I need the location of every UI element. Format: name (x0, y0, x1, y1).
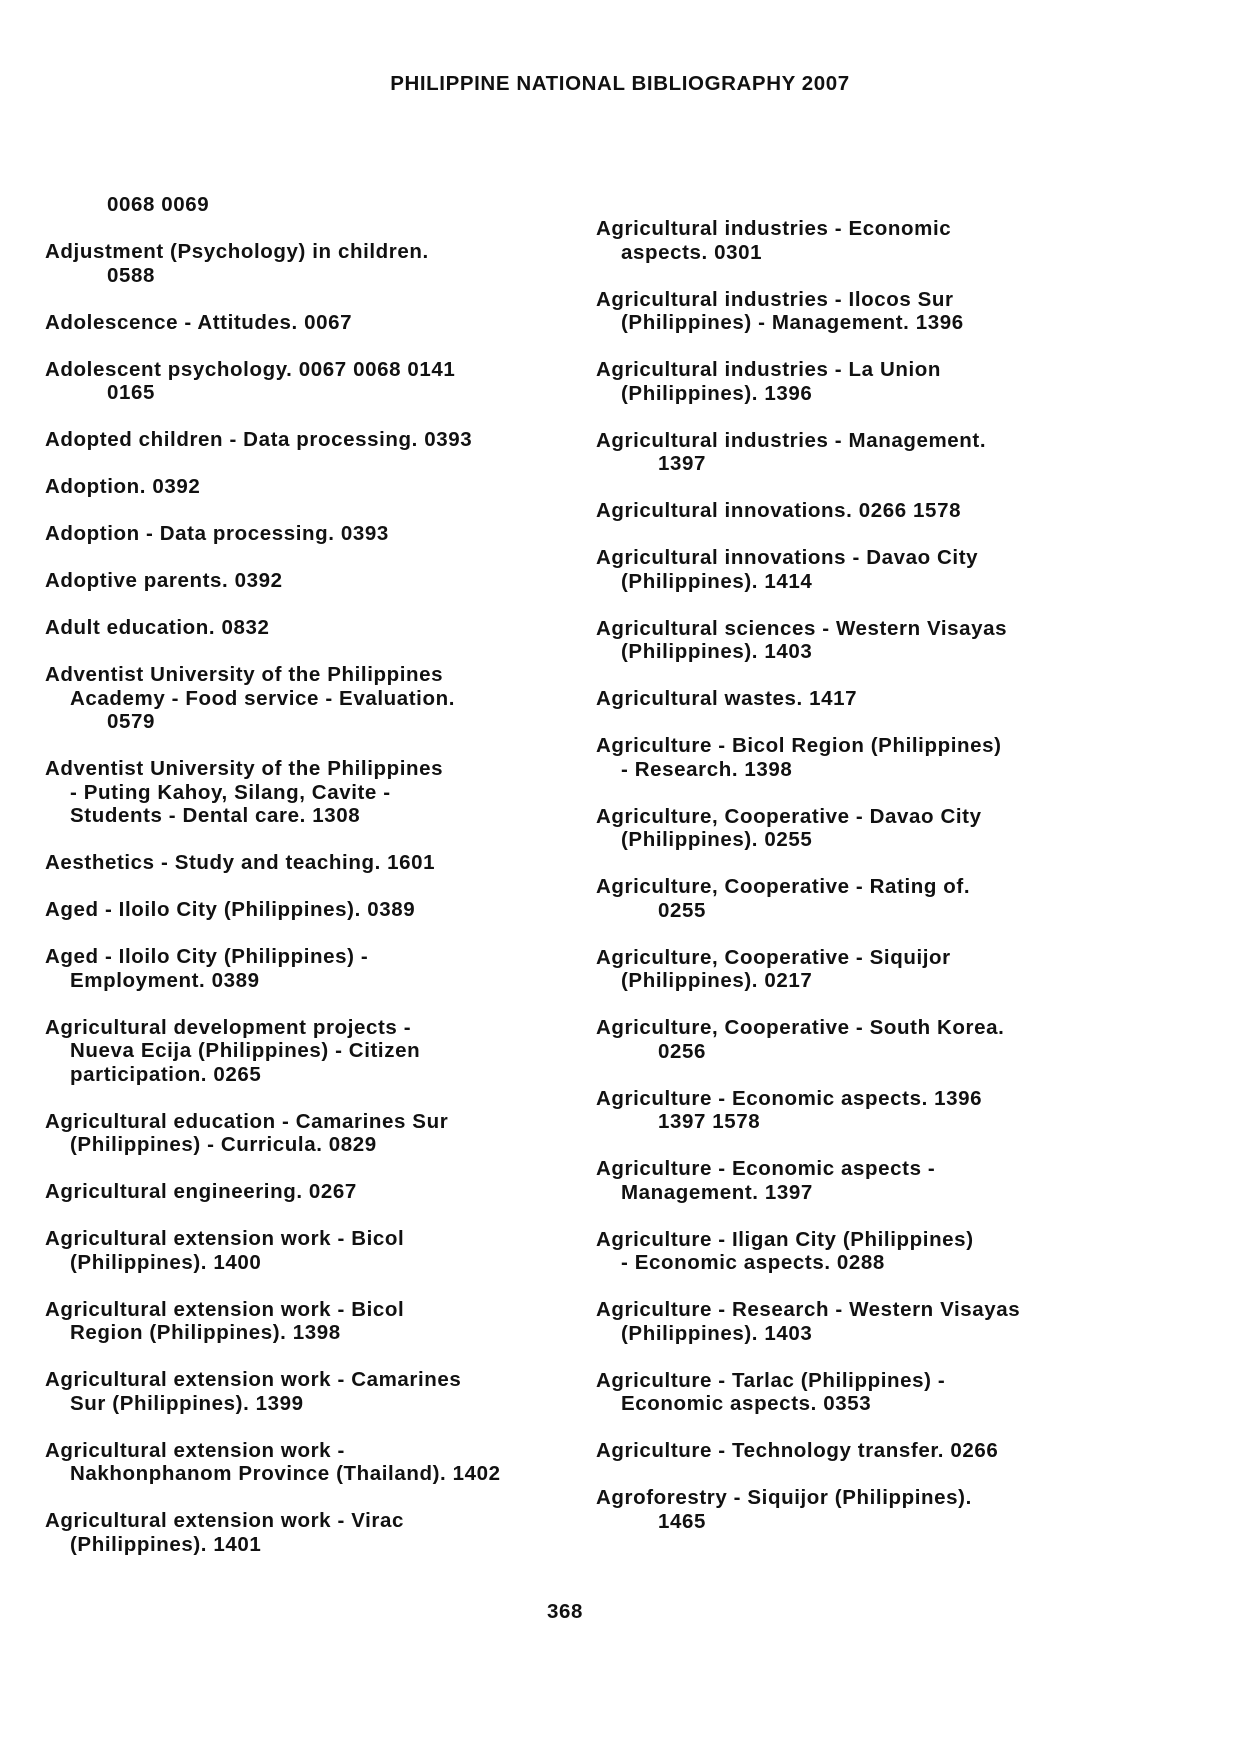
index-entry-line: Management. 1397 (621, 1180, 813, 1204)
index-entry-line: Adult education. 0832 (45, 616, 270, 639)
index-entry (596, 734, 1116, 781)
index-entry-line: Adolescence - Attitudes. 0067 (45, 310, 353, 334)
index-entry-line: Agricultural wastes. 1417 (596, 687, 858, 710)
index-entry-line: Agriculture, Cooperative - South Korea. (596, 1016, 1005, 1039)
index-entry (596, 1298, 1116, 1345)
index-entry-line: Agricultural extension work - Camarines (45, 1368, 462, 1391)
index-entry (596, 617, 1116, 664)
index-entry-line: 1397 (658, 452, 707, 475)
index-entry-line: 0579 (107, 710, 156, 733)
index-entry-line: Aesthetics - Study and teaching. 1601 (45, 851, 436, 874)
index-entry-line: (Philippines). 0255 (621, 828, 813, 851)
index-entry-line: Agricultural industries - Economic (596, 217, 952, 240)
index-entry-line: Adopted children - Data processing. 0393 (45, 428, 473, 451)
index-entry (45, 851, 565, 875)
index-entry (596, 875, 1116, 922)
index-entry-line: Adoptive parents. 0392 (45, 569, 283, 592)
index-entry (45, 616, 565, 640)
index-entry-line: participation. 0265 (70, 1062, 262, 1086)
index-entry-line: Agriculture - Technology transfer. 0266 (596, 1439, 999, 1462)
index-entry (596, 1439, 1116, 1463)
index-entry-line: 0256 (658, 1039, 707, 1063)
index-entry-line: Agricultural education - Camarines Sur (45, 1109, 449, 1133)
index-entry (596, 217, 1116, 264)
index-entry (596, 358, 1116, 405)
index-entry-line: Agriculture - Economic aspects. 1396 (596, 1086, 983, 1110)
index-entry-line: Agriculture - Research - Western Visayas (596, 1298, 1021, 1321)
index-entry-line: Adventist University of the Philippines (45, 663, 444, 686)
index-entry-line: Region (Philippines). 1398 (70, 1321, 341, 1344)
index-entry-line: Sur (Philippines). 1399 (70, 1391, 304, 1415)
index-entry-line: Employment. 0389 (70, 968, 260, 992)
index-entry-line: Agricultural development projects - (45, 1015, 412, 1039)
index-entry-line: 0588 (107, 263, 156, 287)
index-entry (45, 1368, 565, 1415)
index-entry-line: Agroforestry - Siquijor (Philippines). (596, 1486, 972, 1509)
index-entry (45, 569, 565, 593)
index-entry (596, 687, 1116, 711)
index-entry (596, 546, 1116, 593)
index-entry (45, 475, 565, 499)
index-entry (45, 1439, 565, 1486)
index-entry (596, 946, 1116, 993)
index-entry (596, 499, 1116, 523)
index-column-left (45, 193, 565, 1580)
index-entry-line: (Philippines). 1401 (70, 1532, 262, 1556)
index-entry-line: Adoption - Data processing. 0393 (45, 522, 389, 545)
index-entry (596, 1369, 1116, 1416)
index-entry-line: Agriculture, Cooperative - Rating of. (596, 875, 971, 898)
page-number: 368 (546, 1600, 583, 1623)
page-title: PHILIPPINE NATIONAL BIBLIOGRAPHY 2007 (390, 72, 850, 95)
index-entry-line: Nakhonphanom Province (Thailand). 1402 (70, 1462, 501, 1485)
index-entry-line: Agriculture - Bicol Region (Philippines) (596, 734, 1002, 757)
index-entry-line: Agricultural industries - Management. (596, 428, 987, 452)
index-entry-line: (Philippines). 0217 (621, 969, 813, 992)
index-entry-line: - Economic aspects. 0288 (621, 1251, 885, 1274)
index-entry (596, 1016, 1116, 1063)
index-entry (45, 663, 565, 734)
index-entry-line: Adolescent psychology. 0067 0068 0141 (45, 357, 456, 381)
index-entry-line: Agriculture, Cooperative - Davao City (596, 804, 982, 828)
index-entry-line: 0165 (107, 381, 156, 404)
index-entry-line: Agricultural extension work - (45, 1438, 345, 1462)
index-entry (45, 1180, 565, 1204)
index-entry-line: Academy - Food service - Evaluation. (70, 686, 456, 710)
index-entry (596, 429, 1116, 476)
index-entry-line: Agriculture, Cooperative - Siquijor (596, 945, 951, 969)
index-entry-line: (Philippines). 1400 (70, 1250, 262, 1274)
index-entry (596, 1157, 1116, 1204)
index-entry-line: Adjustment (Psychology) in children. (45, 240, 429, 263)
index-entry (45, 757, 565, 828)
index-entry-line: Students - Dental care. 1308 (70, 804, 361, 827)
index-entry-line: Agricultural engineering. 0267 (45, 1180, 357, 1203)
index-entry-line: (Philippines) - Curricula. 0829 (70, 1133, 377, 1156)
index-entry (45, 428, 565, 452)
index-entry-line: (Philippines). 1403 (621, 1321, 813, 1345)
index-entry-line: Aged - Iloilo City (Philippines) - (45, 945, 369, 968)
index-entry-line: Agricultural innovations. 0266 1578 (596, 499, 962, 522)
index-entry-line: (Philippines). 1396 (621, 381, 813, 405)
index-entry-line: - Puting Kahoy, Silang, Cavite - (70, 780, 391, 804)
index-entry-line: Agricultural industries - Ilocos Sur (596, 287, 954, 311)
index-entry (45, 1509, 565, 1556)
index-entry-line: Agricultural sciences - Western Visayas (596, 616, 1008, 640)
index-entry-line: Agriculture - Tarlac (Philippines) - (596, 1368, 946, 1392)
index-entry-line: (Philippines) - Management. 1396 (621, 311, 964, 334)
index-entry-line: 0068 0069 (107, 193, 210, 216)
index-entry (45, 311, 565, 335)
index-entry (45, 522, 565, 546)
index-entry-line: 1397 1578 (658, 1110, 761, 1133)
index-entry (596, 288, 1116, 335)
index-entry (45, 358, 565, 405)
index-entry-line: Agricultural industries - La Union (596, 358, 942, 381)
index-entry (45, 1227, 565, 1274)
index-entry-line: Agricultural innovations - Davao City (596, 546, 979, 569)
index-column-right (596, 217, 1116, 1557)
index-entry-line: Agriculture - Economic aspects - (596, 1157, 936, 1180)
index-entry-line: Economic aspects. 0353 (621, 1392, 872, 1415)
index-entry (596, 805, 1116, 852)
index-entry-line: Agriculture - Iligan City (Philippines) (596, 1227, 974, 1251)
index-entry-line: (Philippines). 1403 (621, 640, 813, 663)
index-entry-line: 0255 (658, 898, 707, 922)
index-entry (45, 1110, 565, 1157)
index-entry (596, 1087, 1116, 1134)
index-entry-line: 1465 (658, 1509, 707, 1533)
index-entry (45, 898, 565, 922)
index-entry-line: Aged - Iloilo City (Philippines). 0389 (45, 898, 416, 921)
index-entry (45, 240, 565, 287)
index-entry-line: Adventist University of the Philippines (45, 757, 444, 780)
index-entry-line: Agricultural extension work - Bicol (45, 1227, 405, 1250)
index-entry (45, 945, 565, 992)
index-entry (596, 1486, 1116, 1533)
index-entry-line: - Research. 1398 (621, 757, 793, 781)
index-entry-line: (Philippines). 1414 (621, 569, 813, 593)
index-entry-line: Agricultural extension work - Bicol (45, 1297, 405, 1321)
index-entry (596, 1228, 1116, 1275)
index-entry-line: Nueva Ecija (Philippines) - Citizen (70, 1039, 421, 1062)
index-entry-line: Adoption. 0392 (45, 475, 201, 498)
index-entry (45, 1016, 565, 1087)
index-entry-line: aspects. 0301 (621, 240, 763, 264)
index-entry-line: Agricultural extension work - Virac (45, 1509, 404, 1532)
index-entry (45, 1298, 565, 1345)
index-entry (45, 193, 565, 217)
